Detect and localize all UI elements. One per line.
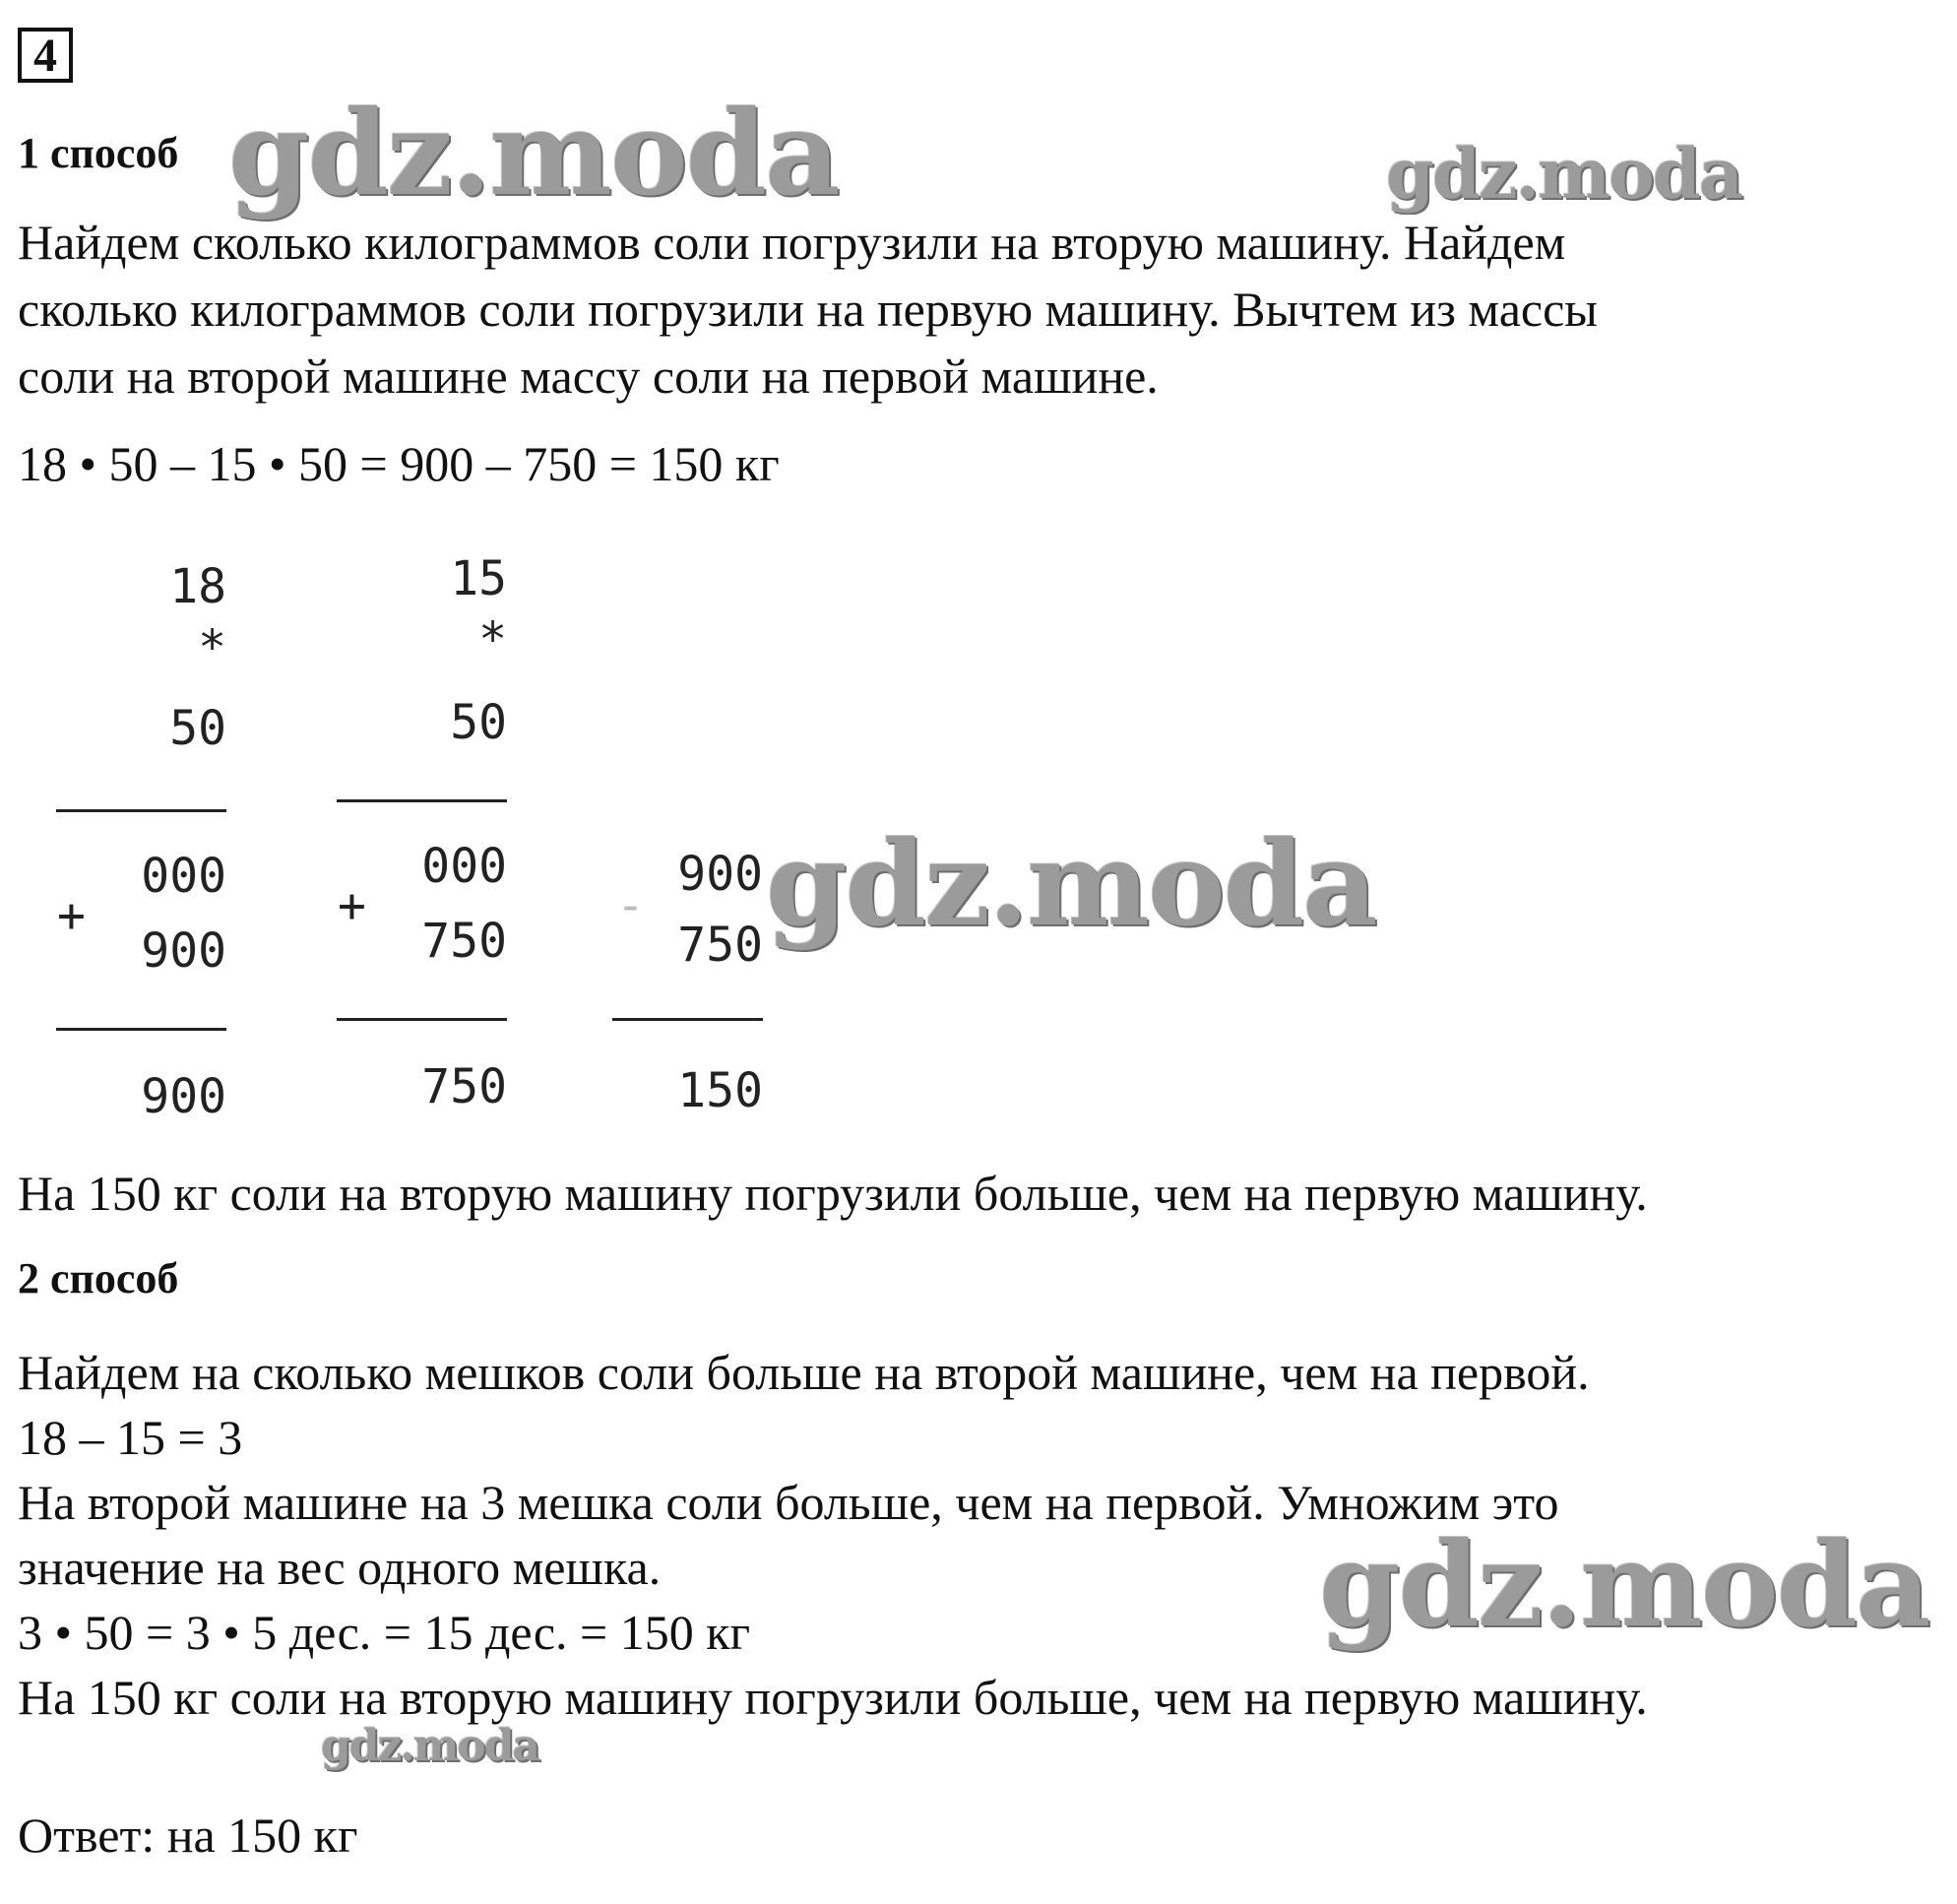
answer: Ответ: на 150 кг [18,1808,358,1863]
method1-equation: 18 • 50 – 15 • 50 = 900 – 750 = 150 кг [18,436,780,491]
calc3-result: 150 [677,1063,763,1118]
method2-line-4: значение на вес одного мешка. [18,1540,662,1595]
calc2-rule-1 [337,799,507,802]
calc2-bottom: 50 [450,695,507,750]
watermark-logo: gdz.moda [321,1721,539,1771]
task-number-box: 4 [18,28,73,83]
method2-line-3: На второй машине на 3 мешка соли больше, чем на первой. Умножим это [18,1475,1559,1530]
calc1-partial-1: 000 [141,849,226,904]
watermark-logo: gdz.moda [1319,1516,1929,1653]
calc1-rule-2 [56,1028,226,1031]
watermark-logo: gdz.moda [766,815,1376,952]
calc1-partial-2: 900 [141,923,226,979]
method1-conclusion: На 150 кг соли на вторую машину погрузили больше, чем на первую машину. [18,1166,1648,1221]
method1-paragraph-line-2: сколько килограммов соли погрузили на первую машину. Вычтем из массы [18,282,1598,337]
calc1-plus: + [57,888,86,943]
calc1-bottom: 50 [169,701,226,756]
watermark-logo: gdz.moda [228,85,839,222]
calc2-op: * [478,612,507,667]
calc3-bottom: 750 [677,918,763,973]
calc1-op: * [198,620,226,675]
calc2-result: 750 [421,1059,507,1114]
method2-line-6: На 150 кг соли на вторую машину погрузили больше, чем на первую машину. [18,1670,1648,1725]
method2-line-5: 3 • 50 = 3 • 5 дес. = 15 дес. = 150 кг [18,1605,751,1660]
method1-paragraph-line-1: Найдем сколько килограммов соли погрузили на вторую машину. Найдем [18,215,1566,270]
calc3-minus: - [616,878,645,933]
calc2-top: 15 [450,551,507,606]
method1-heading: 1 способ [18,129,179,177]
calc3-rule [612,1018,763,1021]
calc1-result: 900 [141,1069,226,1124]
calc2-partial-1: 000 [421,839,507,894]
method1-paragraph-line-3: соли на второй машине массу соли на первой машине. [18,349,1159,404]
calc2-plus: + [338,878,366,933]
calc2-partial-2: 750 [421,914,507,969]
method2-heading: 2 способ [18,1254,179,1302]
watermark-logo: gdz.moda [1386,133,1742,215]
calc1-top: 18 [169,559,226,614]
method2-line-1: Найдем на сколько мешков соли больше на второй машине, чем на первой. [18,1345,1590,1400]
calc1-rule-1 [56,809,226,812]
method2-line-2: 18 – 15 = 3 [18,1410,243,1465]
calc3-top: 900 [677,847,763,902]
calc2-rule-2 [337,1018,507,1021]
